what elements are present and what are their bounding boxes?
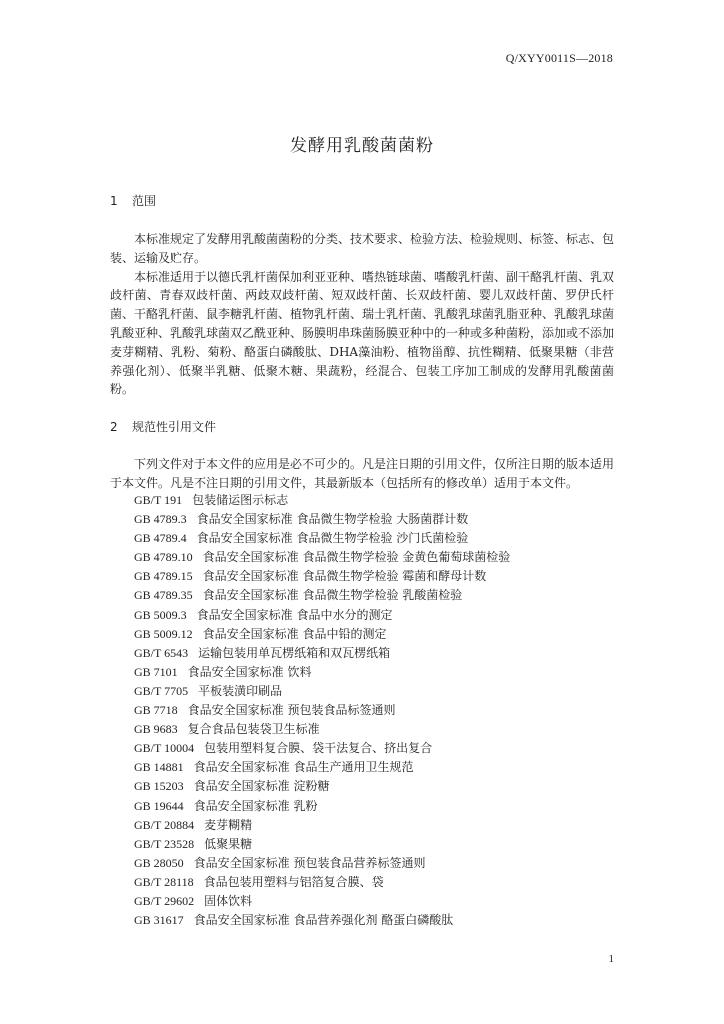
document-title: 发酵用乳酸菌菌粉	[290, 136, 434, 156]
reference-title: 食品安全国家标准 食品中铅的测定	[202, 626, 387, 641]
reference-title: 食品安全国家标准 预包装食品标签通则	[187, 703, 396, 718]
reference-item	[134, 663, 510, 682]
reference-item	[134, 510, 510, 529]
reference-title: 运输包装用单瓦楞纸箱和双瓦楞纸箱	[198, 645, 391, 660]
scope-paragraph-2: 本标准适用于以德氏乳杆菌保加利亚亚种、嗜热链球菌、嗜酸乳杆菌、副干酪乳杆菌、乳双歧杆菌、青春双歧杆菌、两歧双歧杆菌、短双歧杆菌、长双歧杆菌、婴儿双歧杆菌、罗伊氏杆菌、干酪乳杆菌、鼠李糖乳杆菌、植物乳杆菌、瑞士乳杆菌、乳酸乳球菌乳脂亚种、乳酸乳球菌乳酸亚种、乳酸乳球菌双乙酰亚种、肠膜明串珠菌肠膜亚种中的一种或多种菌粉，添加或不添加麦芽糊精、乳粉、菊粉、酪蛋白磷酸肽、DHA藻油粉、植物甾醇、抗性糊精、低聚果糖（非营养强化剂）、低聚半乳糖、低聚木糖、果蔬粉，经混合、包装工序加工制成的发酵用乳酸菌菌粉。	[110, 269, 615, 397]
reference-code: GB 28050	[134, 855, 184, 870]
reference-title: 平板装潢印刷品	[198, 683, 283, 698]
reference-item	[134, 529, 510, 548]
standard-code: Q/XYY0011S—2018	[505, 51, 613, 65]
section-2-body	[110, 455, 614, 493]
reference-item	[134, 758, 510, 777]
reference-title: 包装储运图示标志	[192, 493, 289, 507]
reference-title: 固体饮料	[204, 893, 253, 908]
reference-code: GB 4789.10	[134, 550, 193, 565]
reference-title: 食品安全国家标准 食品微生物学检验 乳酸菌检验	[202, 588, 463, 603]
reference-item	[134, 911, 510, 930]
reference-item	[134, 720, 510, 739]
reference-title: 食品安全国家标准 食品微生物学检验 大肠菌群计数	[196, 512, 469, 527]
reference-title: 食品安全国家标准 食品微生物学检验 沙门氏菌检验	[196, 531, 469, 546]
section-number: 2	[110, 420, 118, 434]
reference-code: GB 19644	[134, 798, 184, 813]
section-1-heading	[110, 192, 156, 209]
reference-title: 食品安全国家标准 食品生产通用卫生规范	[193, 760, 414, 775]
reference-item	[134, 797, 510, 816]
reference-title: 包装用塑料复合膜、袋干法复合、挤出复合	[204, 741, 433, 756]
reference-item	[134, 644, 510, 663]
reference-title: 食品安全国家标准 淀粉糖	[193, 779, 330, 794]
reference-item	[134, 873, 510, 892]
reference-title: 麦芽糊精	[204, 817, 253, 832]
section-number: 1	[110, 194, 118, 208]
references-intro: 下列文件对于本文件的应用是必不可少的。凡是注日期的引用文件，仅所注日期的版本适用于本文件。凡是不注日期的引用文件，其最新版本（包括所有的修改单）适用于本文件。	[110, 457, 615, 490]
reference-code: GB/T 7705	[134, 683, 189, 698]
reference-item	[134, 548, 510, 567]
reference-item	[134, 739, 510, 758]
reference-code: GB 4789.4	[134, 531, 187, 546]
section-2-heading	[110, 418, 216, 435]
reference-code: GB 5009.12	[134, 626, 193, 641]
section-title: 范围	[132, 194, 157, 208]
reference-title: 低聚果糖	[204, 836, 253, 851]
reference-code: GB 5009.3	[134, 607, 187, 622]
reference-code: GB/T 23528	[134, 836, 195, 851]
reference-title: 食品包装用塑料与铝箔复合膜、袋	[203, 874, 384, 889]
reference-item	[134, 586, 510, 605]
reference-item	[134, 835, 510, 854]
reference-title: 食品安全国家标准 食品微生物学检验 金黄色葡萄球菌检验	[202, 550, 511, 565]
reference-code: GB/T 10004	[134, 741, 195, 756]
reference-title: 复合食品包装袋卫生标准	[187, 722, 320, 737]
reference-item	[134, 701, 510, 720]
page-number: 1	[608, 953, 614, 965]
reference-code: GB/T 191	[134, 493, 183, 507]
reference-code: GB 31617	[134, 913, 184, 928]
reference-item	[134, 892, 510, 911]
reference-item	[134, 625, 510, 644]
reference-code: GB 4789.3	[134, 512, 187, 527]
reference-title: 食品安全国家标准 乳粉	[193, 798, 318, 813]
reference-code: GB 9683	[134, 722, 178, 737]
reference-code: GB 4789.35	[134, 588, 193, 603]
reference-list	[134, 491, 510, 930]
reference-item	[134, 682, 510, 701]
reference-item	[134, 854, 510, 873]
reference-code: GB/T 29602	[134, 893, 195, 908]
reference-title: 食品安全国家标准 饮料	[187, 664, 312, 679]
section-title: 规范性引用文件	[132, 420, 217, 434]
section-1-body	[110, 230, 614, 399]
reference-item	[134, 491, 510, 510]
reference-code: GB 4789.15	[134, 569, 193, 584]
reference-title: 食品安全国家标准 食品中水分的测定	[196, 607, 393, 622]
reference-code: GB/T 28118	[134, 874, 194, 889]
reference-title: 食品安全国家标准 预包装食品营养标签通则	[193, 855, 426, 870]
reference-code: GB 7718	[134, 703, 178, 718]
reference-item	[134, 606, 510, 625]
reference-code: GB/T 6543	[134, 645, 189, 660]
reference-code: GB 15203	[134, 779, 184, 794]
reference-code: GB/T 20884	[134, 817, 195, 832]
reference-code: GB 14881	[134, 760, 184, 775]
reference-item	[134, 777, 510, 796]
scope-paragraph-1: 本标准规定了发酵用乳酸菌菌粉的分类、技术要求、检验方法、检验规则、标签、标志、包装、运输及贮存。	[110, 232, 615, 265]
reference-title: 食品安全国家标准 食品营养强化剂 酪蛋白磷酸肽	[193, 913, 454, 928]
reference-item	[134, 567, 510, 586]
reference-code: GB 7101	[134, 664, 178, 679]
reference-item	[134, 816, 510, 835]
reference-title: 食品安全国家标准 食品微生物学检验 霉菌和酵母计数	[202, 569, 487, 584]
